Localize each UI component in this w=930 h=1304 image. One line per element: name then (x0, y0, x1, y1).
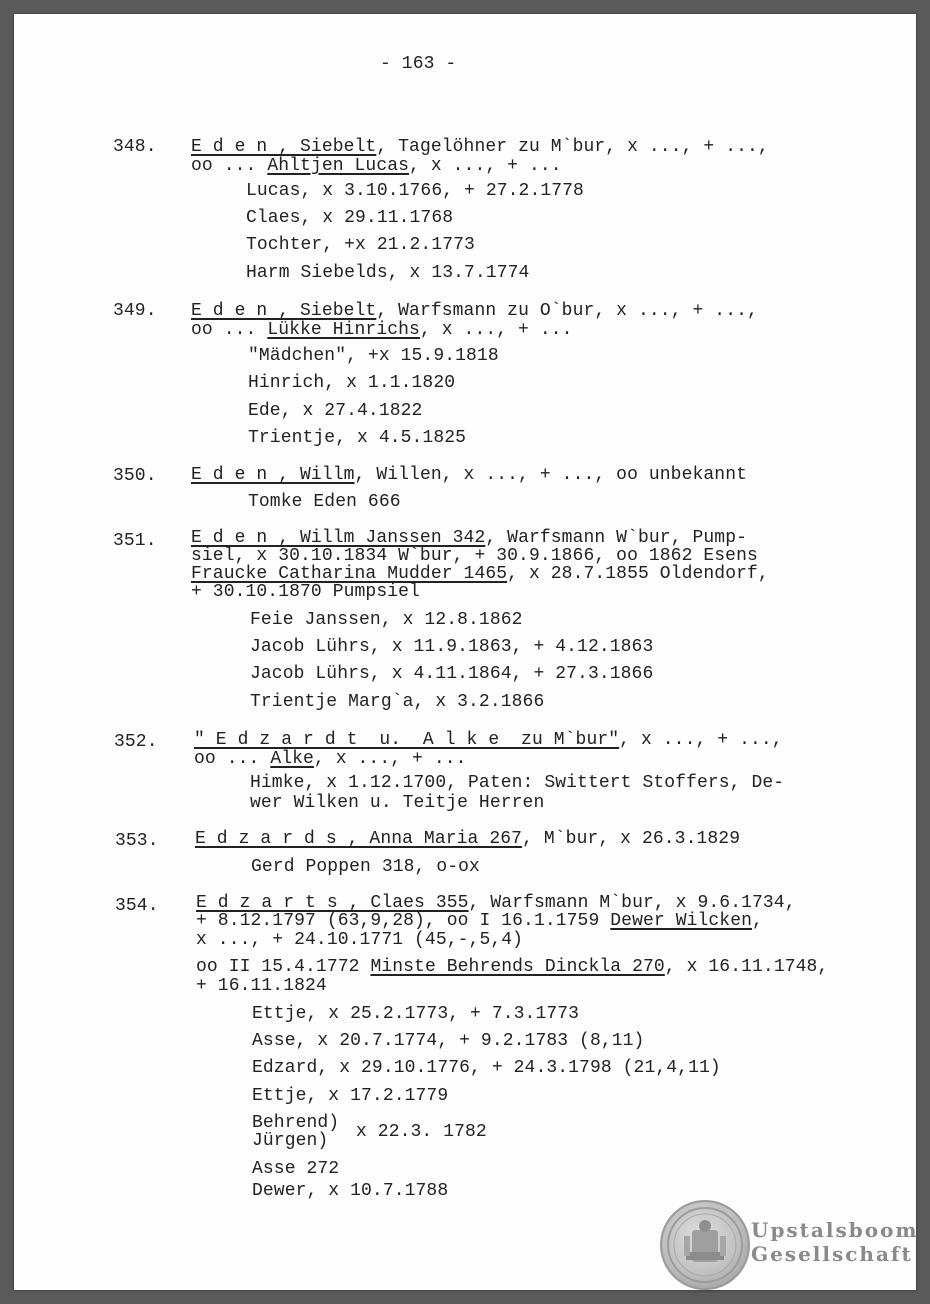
entry-heading (196, 894, 796, 912)
entry-text: , x 28.7.1855 Oldendorf, (507, 564, 769, 584)
child-entry: Himke, x 1.12.1700, Paten: Swittert Stoffers, De- (250, 773, 785, 793)
entry-text: oo ... (194, 749, 271, 769)
logo-text-line1: Upstalsboom (751, 1218, 919, 1242)
child-entry: Ettje, x 25.2.1773, + 7.3.1773 (252, 1004, 580, 1024)
child-entry: Jacob Lührs, x 11.9.1863, + 4.12.1863 (250, 637, 654, 657)
entry-text: , Tagelöhner zu M`bur, x ..., + ..., (376, 137, 769, 157)
page-number: - 163 - (380, 54, 457, 74)
document-page (14, 14, 919, 1290)
child-entry: Asse, x 20.7.1774, + 9.2.1783 (8,11) (252, 1031, 645, 1051)
child-entry: x 22.3. 1782 (356, 1122, 487, 1142)
logo-text-line2: Gesellschaft (751, 1242, 913, 1266)
entry-spouse-line (191, 565, 769, 583)
entry-spouse-line (196, 958, 828, 976)
entry-text: oo ... (191, 156, 268, 176)
entry-text: , Willen, x ..., + ..., oo unbekannt (354, 465, 747, 485)
child-entry: Feie Janssen, x 12.8.1862 (250, 610, 523, 630)
entry-text: + 30.10.1870 Pumpsiel (191, 582, 420, 602)
entry-heading (194, 731, 783, 749)
entry-text: oo ... (191, 320, 268, 340)
child-entry: Harm Siebelds, x 13.7.1774 (246, 263, 530, 283)
entry-text: x ..., + 24.10.1771 (45,-,5,4) (196, 930, 524, 950)
spouse-name: Lükke Hinrichs (267, 320, 420, 340)
child-entry: Trientje Marg`a, x 3.2.1866 (250, 692, 545, 712)
child-entry: wer Wilken u. Teitje Herren (250, 793, 545, 813)
child-entry: Hinrich, x 1.1.1820 (248, 373, 456, 393)
entry-text: , M`bur, x 26.3.1829 (522, 829, 741, 849)
child-entry: Ede, x 27.4.1822 (248, 401, 423, 421)
child-entry: Trientje, x 4.5.1825 (248, 428, 467, 448)
entry-text: + 8.12.1797 (63,9,28), oo I 16.1.1759 (196, 911, 611, 931)
entry-text: + 16.11.1824 (196, 976, 327, 996)
person-name: E d e n , Siebelt (191, 137, 377, 157)
entry-text: , Warfsmann W`bur, Pump- (485, 528, 748, 548)
entry-number: 353. (115, 831, 159, 851)
entry-text: , x 16.11.1748, (664, 957, 829, 977)
person-name: E d z a r d s , Anna Maria 267 (195, 829, 523, 849)
person-name: " E d z a r d t u. A l k e zu M`bur" (194, 730, 620, 750)
entry-heading (191, 466, 747, 484)
child-entry: Lucas, x 3.10.1766, + 27.2.1778 (246, 181, 584, 201)
entry-text: , x ..., + ... (313, 749, 467, 769)
spouse-name: Dewer Wilcken (610, 911, 753, 931)
child-entry: Asse 272 (252, 1159, 340, 1179)
spouse-name: Ahltjen Lucas (267, 156, 410, 176)
spouse-name: Alke (270, 749, 314, 769)
spouse-name: Minste Behrends Dinckla 270 (370, 957, 665, 977)
entry-number: 349. (113, 301, 157, 321)
entry-heading (191, 138, 769, 156)
child-entry: Jacob Lührs, x 4.11.1864, + 27.3.1866 (250, 664, 654, 684)
child-entry: Tochter, +x 21.2.1773 (246, 235, 475, 255)
entry-number: 348. (113, 137, 157, 157)
child-entry: Behrend) (252, 1113, 340, 1133)
person-name: E d e n , Willm (191, 465, 355, 485)
child-entry: Gerd Poppen 318, o-ox (251, 857, 480, 877)
entry-text: , Warfsmann M`bur, x 9.6.1734, (468, 893, 796, 913)
child-entry: Tomke Eden 666 (248, 492, 401, 512)
entry-text: , (752, 911, 763, 931)
child-entry: Ettje, x 17.2.1779 (252, 1086, 449, 1106)
entry-number: 352. (114, 732, 158, 752)
entry-text: , Warfsmann zu O`bur, x ..., + ..., (376, 301, 758, 321)
person-name: E d z a r t s , Claes 355 (196, 893, 469, 913)
spouse-name: Fraucke Catharina Mudder 1465 (191, 564, 508, 584)
entry-spouse-line (196, 912, 763, 930)
person-name: E d e n , Siebelt (191, 301, 377, 321)
child-entry: Dewer, x 10.7.1788 (252, 1181, 449, 1201)
entry-text: , x ..., + ... (419, 320, 573, 340)
entry-heading (191, 302, 758, 320)
entry-text: , x ..., + ..., (619, 730, 783, 750)
entry-number: 351. (113, 531, 157, 551)
child-entry: Edzard, x 29.10.1776, + 24.3.1798 (21,4,11) (252, 1058, 721, 1078)
child-entry: Jürgen) (252, 1131, 329, 1151)
entry-text: siel, x 30.10.1834 W`bur, + 30.9.1866, oo 1862 Esens (191, 546, 758, 566)
society-seal-icon (660, 1200, 750, 1290)
entry-number: 354. (115, 896, 159, 916)
seal-emblem-icon (662, 1202, 748, 1288)
entry-spouse-line (191, 157, 562, 175)
child-entry: "Mädchen", +x 15.9.1818 (248, 346, 499, 366)
entry-text: , x ..., + ... (409, 156, 562, 176)
person-name: E d e n , Willm Janssen 342 (191, 528, 486, 548)
entry-heading (195, 830, 740, 848)
entry-spouse-line (191, 321, 573, 339)
entry-spouse-line (194, 750, 467, 768)
child-entry: Claes, x 29.11.1768 (246, 208, 454, 228)
entry-text: oo II 15.4.1772 (196, 957, 371, 977)
entry-heading (191, 529, 747, 547)
entry-number: 350. (113, 466, 157, 486)
